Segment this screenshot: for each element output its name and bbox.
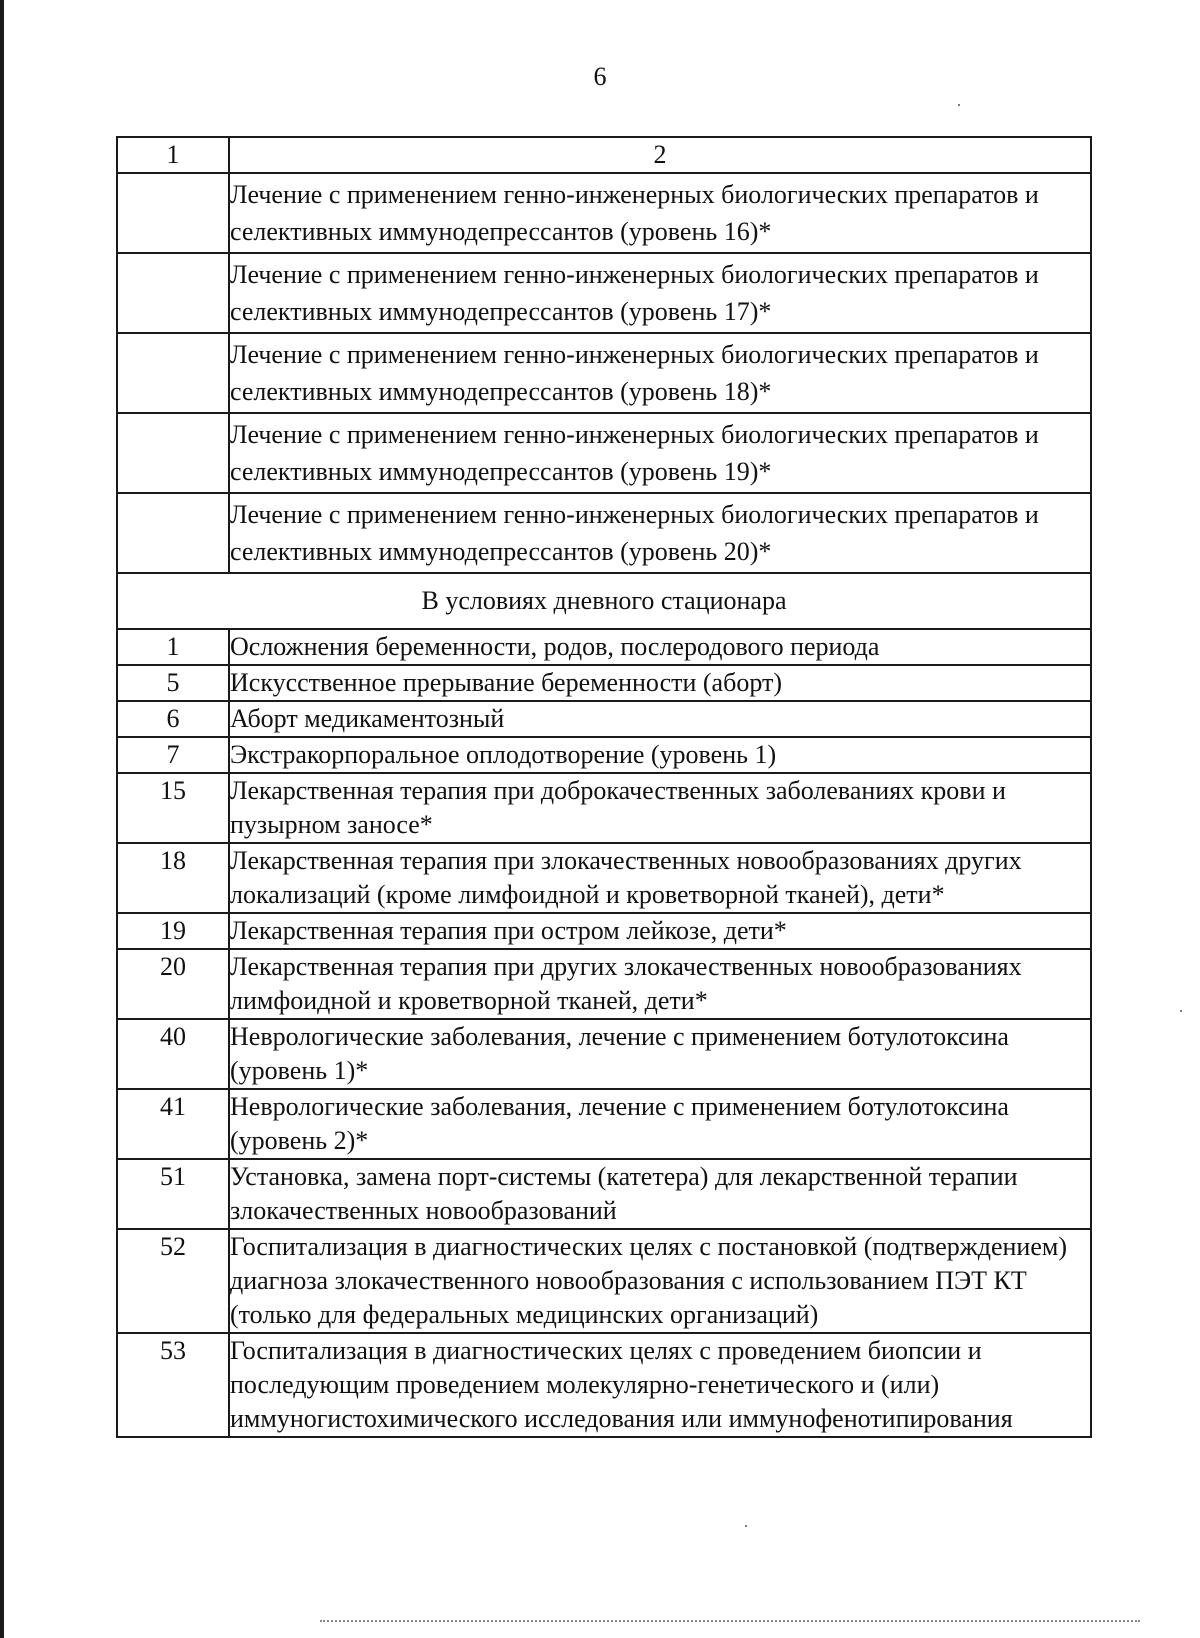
row-number: 53 bbox=[117, 1333, 229, 1437]
table-row bbox=[117, 701, 1091, 737]
table-row bbox=[117, 913, 1091, 949]
header-col2: 2 bbox=[229, 137, 1091, 173]
table-row bbox=[117, 949, 1091, 1019]
table-row bbox=[117, 413, 1091, 493]
table-row bbox=[117, 1229, 1091, 1333]
row-number: 19 bbox=[117, 913, 229, 949]
scan-edge-line bbox=[0, 0, 4, 1638]
header-col1: 1 bbox=[117, 137, 229, 173]
section-title: В условиях дневного стационара bbox=[117, 573, 1091, 629]
row-number bbox=[117, 253, 229, 333]
row-number bbox=[117, 413, 229, 493]
table-header-row bbox=[117, 137, 1091, 173]
row-text: Лекарственная терапия при других злокачественных новообразованиях лимфоидной и кроветворной тканей, дети* bbox=[229, 949, 1091, 1019]
row-number: 18 bbox=[117, 843, 229, 913]
row-text: Экстракорпоральное оплодотворение (уровень 1) bbox=[229, 737, 1091, 773]
table-row bbox=[117, 737, 1091, 773]
scan-bottom-marks bbox=[320, 1620, 1140, 1626]
row-text: Лекарственная терапия при злокачественных новообразованиях других локализаций (кроме лимфоидной и кроветворной тканей), дети* bbox=[229, 843, 1091, 913]
services-table bbox=[116, 136, 1092, 1438]
table-row bbox=[117, 629, 1091, 665]
row-number: 51 bbox=[117, 1159, 229, 1229]
row-text: Лечение с применением генно-инженерных биологических препаратов и селективных иммунодепрессантов (уровень 18)* bbox=[229, 333, 1091, 413]
table-row bbox=[117, 665, 1091, 701]
row-number: 40 bbox=[117, 1019, 229, 1089]
row-number: 7 bbox=[117, 737, 229, 773]
row-number: 52 bbox=[117, 1229, 229, 1333]
row-number bbox=[117, 173, 229, 253]
row-text: Осложнения беременности, родов, послеродового периода bbox=[229, 629, 1091, 665]
page-number: 6 bbox=[593, 62, 607, 91]
row-text: Неврологические заболевания, лечение с применением ботулотоксина (уровень 1)* bbox=[229, 1019, 1091, 1089]
row-number bbox=[117, 333, 229, 413]
row-text: Лекарственная терапия при остром лейкозе, дети* bbox=[229, 913, 1091, 949]
section-row bbox=[117, 573, 1091, 629]
table-row bbox=[117, 843, 1091, 913]
row-text: Лечение с применением генно-инженерных биологических препаратов и селективных иммунодепрессантов (уровень 16)* bbox=[229, 173, 1091, 253]
table-row bbox=[117, 493, 1091, 573]
table-row bbox=[117, 1019, 1091, 1089]
scan-speck bbox=[1180, 1010, 1182, 1012]
table-row bbox=[117, 253, 1091, 333]
row-text: Неврологические заболевания, лечение с применением ботулотоксина (уровень 2)* bbox=[229, 1089, 1091, 1159]
row-text: Госпитализация в диагностических целях с проведением биопсии и последующим проведением молекулярно-генетического и (или) иммуногистохимического исследования или иммунофенотипирования bbox=[229, 1333, 1091, 1437]
row-text: Аборт медикаментозный bbox=[229, 701, 1091, 737]
row-text: Лекарственная терапия при доброкачественных заболеваниях крови и пузырном заносе* bbox=[229, 773, 1091, 843]
row-text: Лечение с применением генно-инженерных биологических препаратов и селективных иммунодепрессантов (уровень 20)* bbox=[229, 493, 1091, 573]
scan-speck bbox=[745, 1525, 747, 1527]
row-number: 5 bbox=[117, 665, 229, 701]
table-row bbox=[117, 333, 1091, 413]
table-row bbox=[117, 1333, 1091, 1437]
table-row bbox=[117, 1089, 1091, 1159]
table-row bbox=[117, 173, 1091, 253]
row-number: 6 bbox=[117, 701, 229, 737]
table-row bbox=[117, 1159, 1091, 1229]
row-number: 1 bbox=[117, 629, 229, 665]
row-text: Госпитализация в диагностических целях с постановкой (подтверждением) диагноза злокачественного новообразования с использованием ПЭТ КТ (только для федеральных медицинских организаций) bbox=[229, 1229, 1091, 1333]
row-number: 20 bbox=[117, 949, 229, 1019]
row-text: Лечение с применением генно-инженерных биологических препаратов и селективных иммунодепрессантов (уровень 19)* bbox=[229, 413, 1091, 493]
row-text: Лечение с применением генно-инженерных биологических препаратов и селективных иммунодепрессантов (уровень 17)* bbox=[229, 253, 1091, 333]
row-number: 41 bbox=[117, 1089, 229, 1159]
table-row bbox=[117, 773, 1091, 843]
row-text: Установка, замена порт-системы (катетера) для лекарственной терапии злокачественных новообразований bbox=[229, 1159, 1091, 1229]
row-number: 15 bbox=[117, 773, 229, 843]
row-number bbox=[117, 493, 229, 573]
row-text: Искусственное прерывание беременности (аборт) bbox=[229, 665, 1091, 701]
scan-speck bbox=[958, 104, 960, 106]
